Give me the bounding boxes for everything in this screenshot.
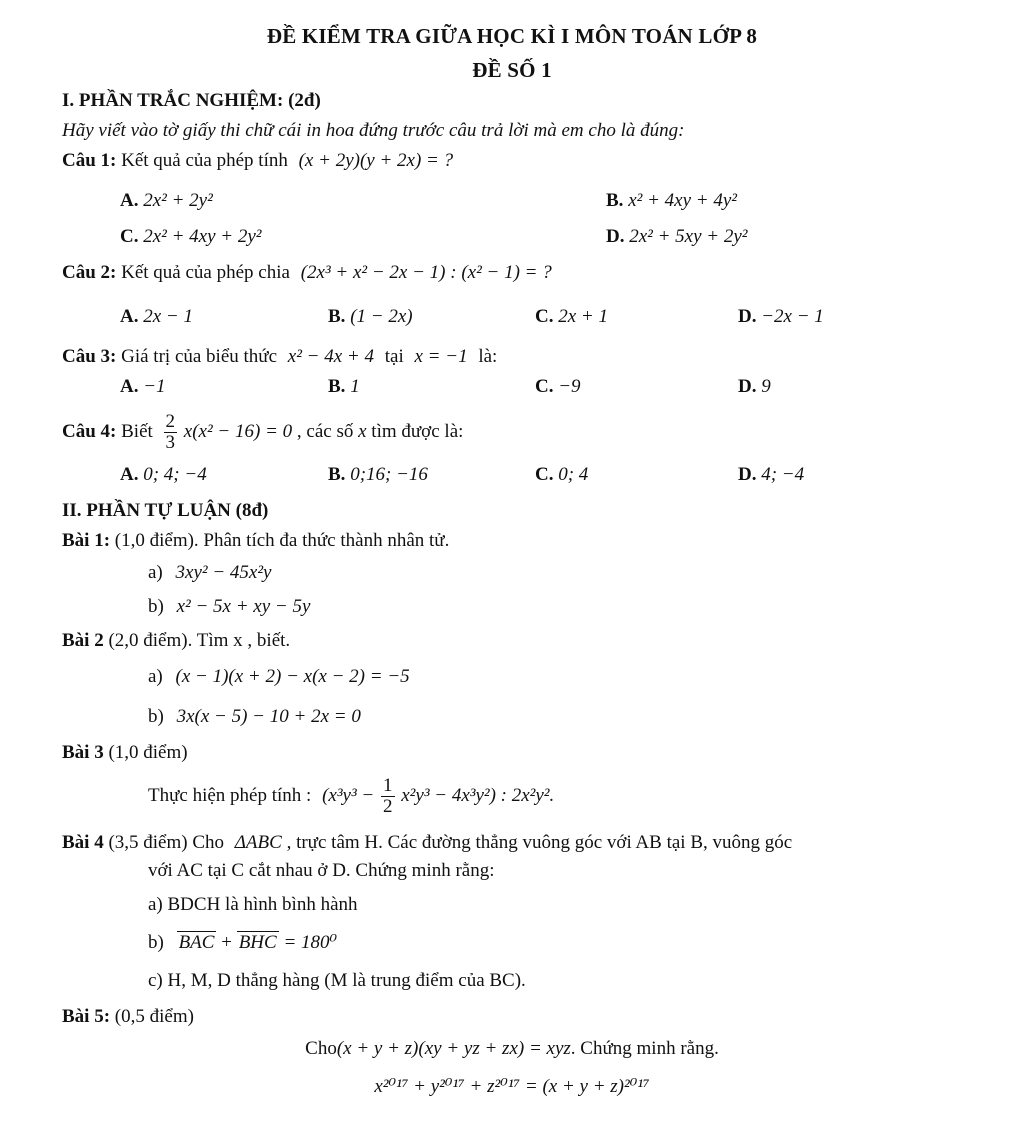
bai5-prefix: Cho	[305, 1038, 337, 1059]
bai4-part-c: c) H, M, D thẳng hàng (M là trung điểm của BC).	[148, 970, 526, 991]
q4-option-d	[738, 464, 804, 487]
q3-option-d	[738, 376, 771, 399]
bai-text: (3,5 điểm) Cho	[108, 832, 225, 853]
part-label: a)	[148, 666, 163, 687]
option-label: D.	[606, 226, 625, 247]
question-text-after: là:	[478, 346, 498, 367]
bai-label: Bài 5:	[62, 1006, 111, 1027]
fraction-numerator: 2	[165, 411, 176, 432]
question-1	[62, 150, 453, 173]
option-label: A.	[120, 190, 139, 211]
bai5-expr: (x + y + z)(xy + yz + zx) = xyz	[336, 1038, 571, 1059]
q3-option-c	[535, 376, 581, 399]
q1-option-d	[606, 226, 748, 249]
part-label: a)	[148, 562, 163, 583]
option-label: B.	[328, 306, 346, 327]
option-value: 0; 4	[558, 464, 589, 485]
part-expr: 3xy² − 45x²y	[175, 562, 272, 583]
q4-option-b	[328, 464, 428, 487]
fraction	[164, 412, 178, 453]
bai-label: Bài 1:	[62, 530, 111, 551]
question-label: Câu 2:	[62, 262, 117, 283]
option-value: −1	[143, 376, 166, 397]
angle-bac: BAC	[178, 932, 215, 953]
question-expr: x(x² − 16) = 0	[183, 421, 293, 443]
bai-label: Bài 4	[62, 832, 104, 853]
question-2	[62, 262, 552, 285]
q1-option-a	[120, 190, 213, 213]
exam-title: ĐỀ KIỂM TRA GIỮA HỌC KÌ I MÔN TOÁN LỚP 8	[266, 24, 758, 48]
question-var: x	[358, 421, 367, 443]
fraction-numerator: 1	[383, 775, 393, 796]
question-text-mid: tại	[384, 346, 404, 367]
question-label: Câu 3:	[62, 346, 117, 367]
option-value: x² + 4xy + 4y²	[628, 190, 737, 211]
bai1-part-a	[148, 562, 271, 585]
option-label: D.	[738, 306, 757, 327]
bai4-part-a: a) BDCH là hình bình hành	[148, 894, 358, 915]
option-value: 2x + 1	[558, 306, 608, 327]
part-expr: 3x(x − 5) − 10 + 2x = 0	[176, 706, 361, 727]
question-expr: (2x³ + x² − 2x − 1) : (x² − 1) = ?	[300, 262, 552, 283]
option-value: 1	[350, 376, 360, 397]
option-value: −9	[558, 376, 581, 397]
bai-5	[62, 1006, 194, 1029]
option-label: D.	[738, 376, 757, 397]
option-value: 9	[761, 376, 771, 397]
bai-4	[62, 832, 792, 855]
part-label: b)	[148, 932, 164, 953]
option-value: 2x − 1	[143, 306, 193, 327]
bai2-part-b	[148, 706, 361, 729]
part1-heading: I. PHẦN TRẮC NGHIỆM: (2đ)	[62, 90, 321, 111]
bai-label: Bài 3	[62, 742, 104, 763]
option-label: B.	[328, 464, 346, 485]
q1-option-b	[606, 190, 737, 213]
bai-text: (2,0 điểm). Tìm x , biết.	[108, 630, 291, 651]
option-value: 2x² + 5xy + 2y²	[629, 226, 748, 247]
bai1-part-b	[148, 596, 310, 619]
q2-option-c	[535, 306, 608, 329]
bai5-suffix: . Chứng minh rằng.	[570, 1038, 719, 1059]
question-text: Biết	[121, 421, 153, 443]
question-label: Câu 4:	[62, 421, 117, 443]
option-value: 0;16; −16	[350, 464, 428, 485]
option-label: B.	[606, 190, 624, 211]
q4-option-a	[120, 464, 207, 487]
bai3-expr-a: (x³y³ −	[322, 785, 375, 807]
q1-option-c	[120, 226, 262, 249]
option-label: C.	[535, 464, 554, 485]
part-label: b)	[148, 596, 164, 617]
part-label: b)	[148, 706, 164, 727]
q3-option-a	[120, 376, 166, 399]
bai4-part-b	[148, 932, 337, 955]
option-value: 4; −4	[761, 464, 805, 485]
q2-option-b	[328, 306, 413, 329]
part-expr: (x − 1)(x + 2) − x(x − 2) = −5	[175, 666, 410, 687]
question-expr: x² − 4x + 4	[287, 346, 374, 367]
angle-sum: = 180⁰	[283, 932, 338, 953]
q4-option-c	[535, 464, 588, 487]
question-text: Giá trị của biểu thức	[121, 346, 278, 367]
bai3-line-text: Thực hiện phép tính :	[148, 785, 312, 807]
bai5-line-1	[0, 1038, 1024, 1061]
fraction	[381, 776, 395, 817]
option-label: D.	[738, 464, 757, 485]
part2-heading: II. PHẦN TỰ LUẬN (8đ)	[62, 500, 269, 521]
option-label: C.	[535, 376, 554, 397]
question-expr-2: x = −1	[414, 346, 468, 367]
question-4	[62, 412, 463, 453]
bai2-part-a	[148, 666, 410, 689]
question-label: Câu 1:	[62, 150, 117, 171]
bai-text-cont: , trực tâm H. Các đường thẳng vuông góc với AB tại B, vuông góc	[286, 832, 793, 853]
bai5-line-2: x²⁰¹⁷ + y²⁰¹⁷ + z²⁰¹⁷ = (x + y + z)²⁰¹⁷	[374, 1076, 650, 1097]
q2-option-d	[738, 306, 824, 329]
question-text: Kết quả của phép tính	[121, 150, 288, 171]
question-text: Kết quả của phép chia	[121, 262, 290, 283]
option-label: B.	[328, 376, 346, 397]
fraction-denominator: 3	[165, 431, 176, 453]
bai3-expr-b: x²y³ − 4x³y²) : 2x²y².	[401, 785, 555, 807]
bai-2	[62, 630, 290, 653]
triangle-name: ΔABC	[234, 832, 282, 853]
option-label: A.	[120, 464, 139, 485]
question-3	[62, 346, 497, 369]
bai4-line-2: với AC tại C cắt nhau ở D. Chứng minh rằng:	[148, 860, 495, 881]
question-text-after: , các số	[296, 421, 354, 443]
part-expr: x² − 5x + xy − 5y	[176, 596, 311, 617]
option-label: A.	[120, 306, 139, 327]
angle-bhc: BHC	[238, 932, 277, 953]
fraction-denominator: 2	[383, 795, 393, 817]
question-expr: (x + 2y)(y + 2x) = ?	[298, 150, 454, 171]
option-value: 0; 4; −4	[143, 464, 207, 485]
bai-text: (1,0 điểm). Phân tích đa thức thành nhân tử.	[114, 530, 450, 551]
question-text-end: tìm được là:	[371, 421, 464, 443]
option-value: 2x² + 4xy + 2y²	[143, 226, 262, 247]
option-label: A.	[120, 376, 139, 397]
bai-label: Bài 2	[62, 630, 104, 651]
bai-3	[62, 742, 188, 765]
option-label: C.	[535, 306, 554, 327]
q2-option-a	[120, 306, 193, 329]
bai-text: (0,5 điểm)	[114, 1006, 194, 1027]
bai-text: (1,0 điểm)	[108, 742, 188, 763]
q3-option-b	[328, 376, 360, 399]
option-value: 2x² + 2y²	[143, 190, 213, 211]
bai-1	[62, 530, 449, 553]
option-value: −2x − 1	[761, 306, 824, 327]
option-label: C.	[120, 226, 139, 247]
exam-subtitle: ĐỀ SỐ 1	[472, 58, 552, 82]
plus-sign: +	[221, 932, 232, 953]
bai3-expression	[148, 776, 554, 817]
part1-instruction: Hãy viết vào tờ giấy thi chữ cái in hoa đứng trước câu trả lời mà em cho là đúng:	[62, 120, 685, 141]
option-value: (1 − 2x)	[350, 306, 413, 327]
